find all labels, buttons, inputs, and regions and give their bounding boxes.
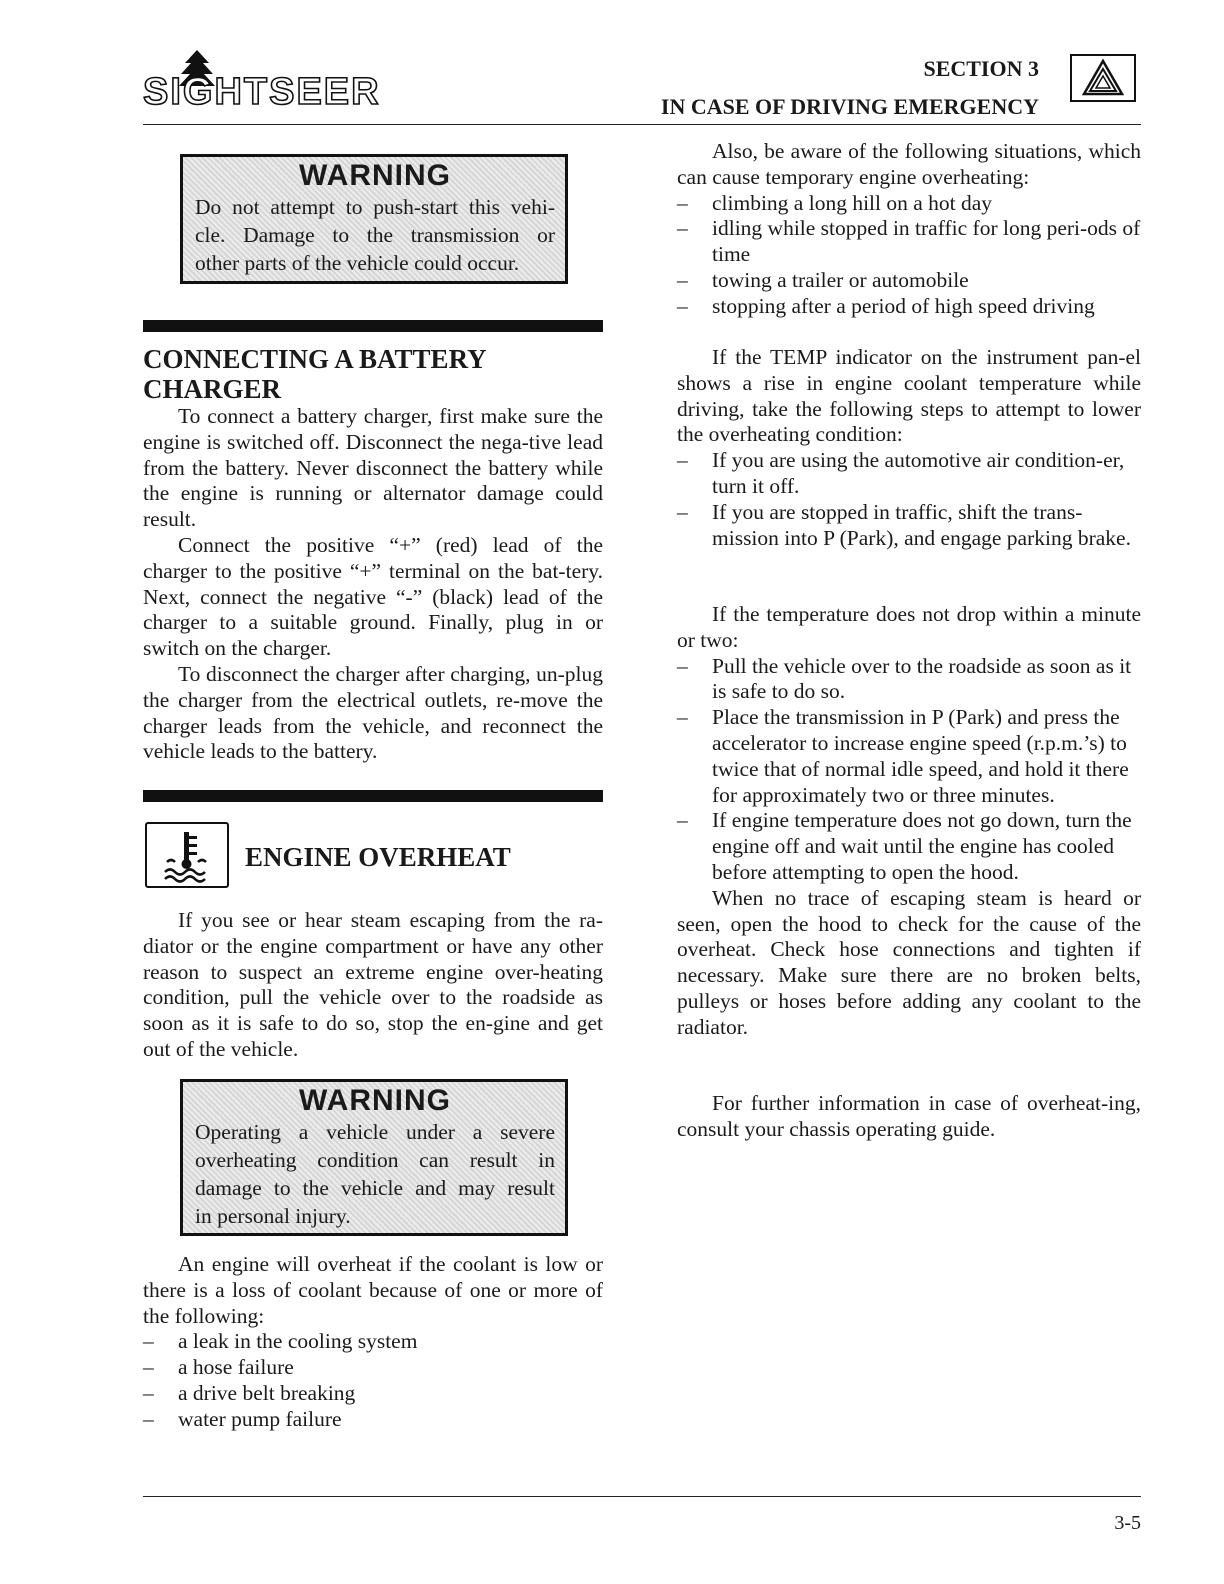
- warning-line: overheating condition can result in: [195, 1148, 555, 1172]
- paragraph: To disconnect the charger after charging, un-plug the charger from the electrical outlets, re-move the charger leads from the vehicle, and reconnect the vehicle leads to the battery.: [143, 661, 603, 764]
- list-item: – stopping after a period of high speed driving: [677, 293, 1095, 318]
- warning-title: WARNING: [299, 1084, 451, 1117]
- overheat-heading: ENGINE OVERHEAT: [245, 842, 511, 872]
- list-item: – water pump failure: [143, 1406, 342, 1431]
- list-item: – towing a trailer or automobile: [677, 267, 969, 292]
- warning-line: damage to the vehicle and may result: [195, 1176, 555, 1200]
- section-divider-bar: [143, 320, 603, 332]
- warning-line: Operating a vehicle under a severe: [195, 1120, 555, 1144]
- battery-heading: [143, 344, 487, 404]
- warning-box-push-start: [180, 154, 568, 284]
- right-column-further: [677, 1091, 1141, 1143]
- logo-text: SIGHTSEER: [143, 71, 381, 113]
- section-number: SECTION 3: [923, 56, 1039, 81]
- coolant-causes-list: [143, 1329, 603, 1432]
- page-number: 3-5: [1114, 1512, 1141, 1534]
- battery-heading-line: CHARGER: [143, 374, 282, 404]
- list-item: – idling while stopped in traffic for long peri-ods of time: [677, 216, 1141, 267]
- engine-temperature-icon: [145, 822, 229, 888]
- warning-box-overheating: [180, 1079, 568, 1236]
- warning-line: other parts of the vehicle could occur.: [195, 251, 520, 275]
- list-item: – a drive belt breaking: [143, 1380, 356, 1405]
- right-column-temp: [677, 345, 1141, 551]
- temp-steps-list: [677, 448, 1141, 551]
- paragraph: An engine will overheat if the coolant is low or there is a loss of coolant because of one or more of the following:: [143, 1252, 603, 1328]
- list-item: – If you are using the automotive air condition-er, turn it off.: [677, 448, 1125, 498]
- hazard-triangle-icon: [1070, 54, 1136, 102]
- list-item: – If engine temperature does not go down, turn the engine off and wait until the engine has cooled before attempting to open the hood.: [677, 808, 1132, 884]
- warning-line: in personal injury.: [195, 1204, 351, 1228]
- paragraph: When no trace of escaping steam is heard or seen, open the hood to check for the cause of the overheat. Check hose connections and tighten if necessary. Make sure there are no broken belts, pulleys or hoses before adding any coolant to the radiator.: [677, 885, 1141, 1039]
- paragraph: For further information in case of overheat-ing, consult your chassis operating guide.: [677, 1091, 1141, 1141]
- paragraph: If the TEMP indicator on the instrument pan-el shows a rise in engine coolant temperature while driving, take the following steps to attempt to lower the overheating condition:: [677, 345, 1141, 447]
- paragraph: Connect the positive “+” (red) lead of the charger to the positive “+” terminal on the bat-tery. Next, connect the negative “-” (black) lead of the charger to a suitable ground. Finally, plug in or switch on the charger.: [143, 532, 603, 661]
- list-item: – a leak in the cooling system: [143, 1329, 418, 1354]
- list-item: – If you are stopped in traffic, shift the trans-mission into P (Park), and engage parking brake.: [677, 499, 1131, 550]
- paragraph: If the temperature does not drop within a minute or two:: [677, 602, 1141, 652]
- battery-text: [143, 404, 603, 765]
- battery-heading-line: CONNECTING A BATTERY: [143, 344, 487, 374]
- header-divider: [143, 124, 1141, 125]
- list-item: – climbing a long hill on a hot day: [677, 190, 993, 215]
- overheat-situations-list: [677, 191, 1141, 320]
- paragraph: To connect a battery charger, first make sure the engine is switched off. Disconnect the nega-tive lead from the battery. Never disconnect the battery while the engine is running or alternator damage could result.: [143, 404, 603, 532]
- section-title: IN CASE OF DRIVING EMERGENCY: [660, 94, 1039, 119]
- warning-line: Do not attempt to push-start this vehi-: [195, 195, 555, 219]
- drop-steps-list: [677, 654, 1141, 886]
- sightseer-logo: [143, 50, 448, 112]
- coolant-text: [143, 1252, 603, 1433]
- footer-divider: [143, 1496, 1141, 1497]
- warning-title: WARNING: [299, 159, 451, 192]
- list-item: – a hose failure: [143, 1355, 294, 1380]
- right-column-top: [677, 139, 1141, 320]
- section-divider-bar: [143, 790, 603, 802]
- right-column-drop: [677, 602, 1141, 1041]
- paragraph: If you see or hear steam escaping from the ra-diator or the engine compartment or have any other reason to suspect an extreme engine over-heating condition, pull the vehicle over to the roadside as soon as it is safe to do so, stop the en-gine and get out of the vehicle.: [143, 908, 603, 1061]
- paragraph: Also, be aware of the following situations, which can cause temporary engine overheating:: [677, 139, 1141, 189]
- warning-line: cle. Damage to the transmission or: [195, 223, 555, 247]
- list-item: – Pull the vehicle over to the roadside as soon as it is safe to do so.: [677, 653, 1132, 704]
- overheat-text: [143, 908, 603, 1063]
- list-item: – Place the transmission in P (Park) and press the accelerator to increase engine speed (r.p.m.’s) to twice that of normal idle speed, and hold it there for approximately two or three minutes.: [677, 705, 1129, 807]
